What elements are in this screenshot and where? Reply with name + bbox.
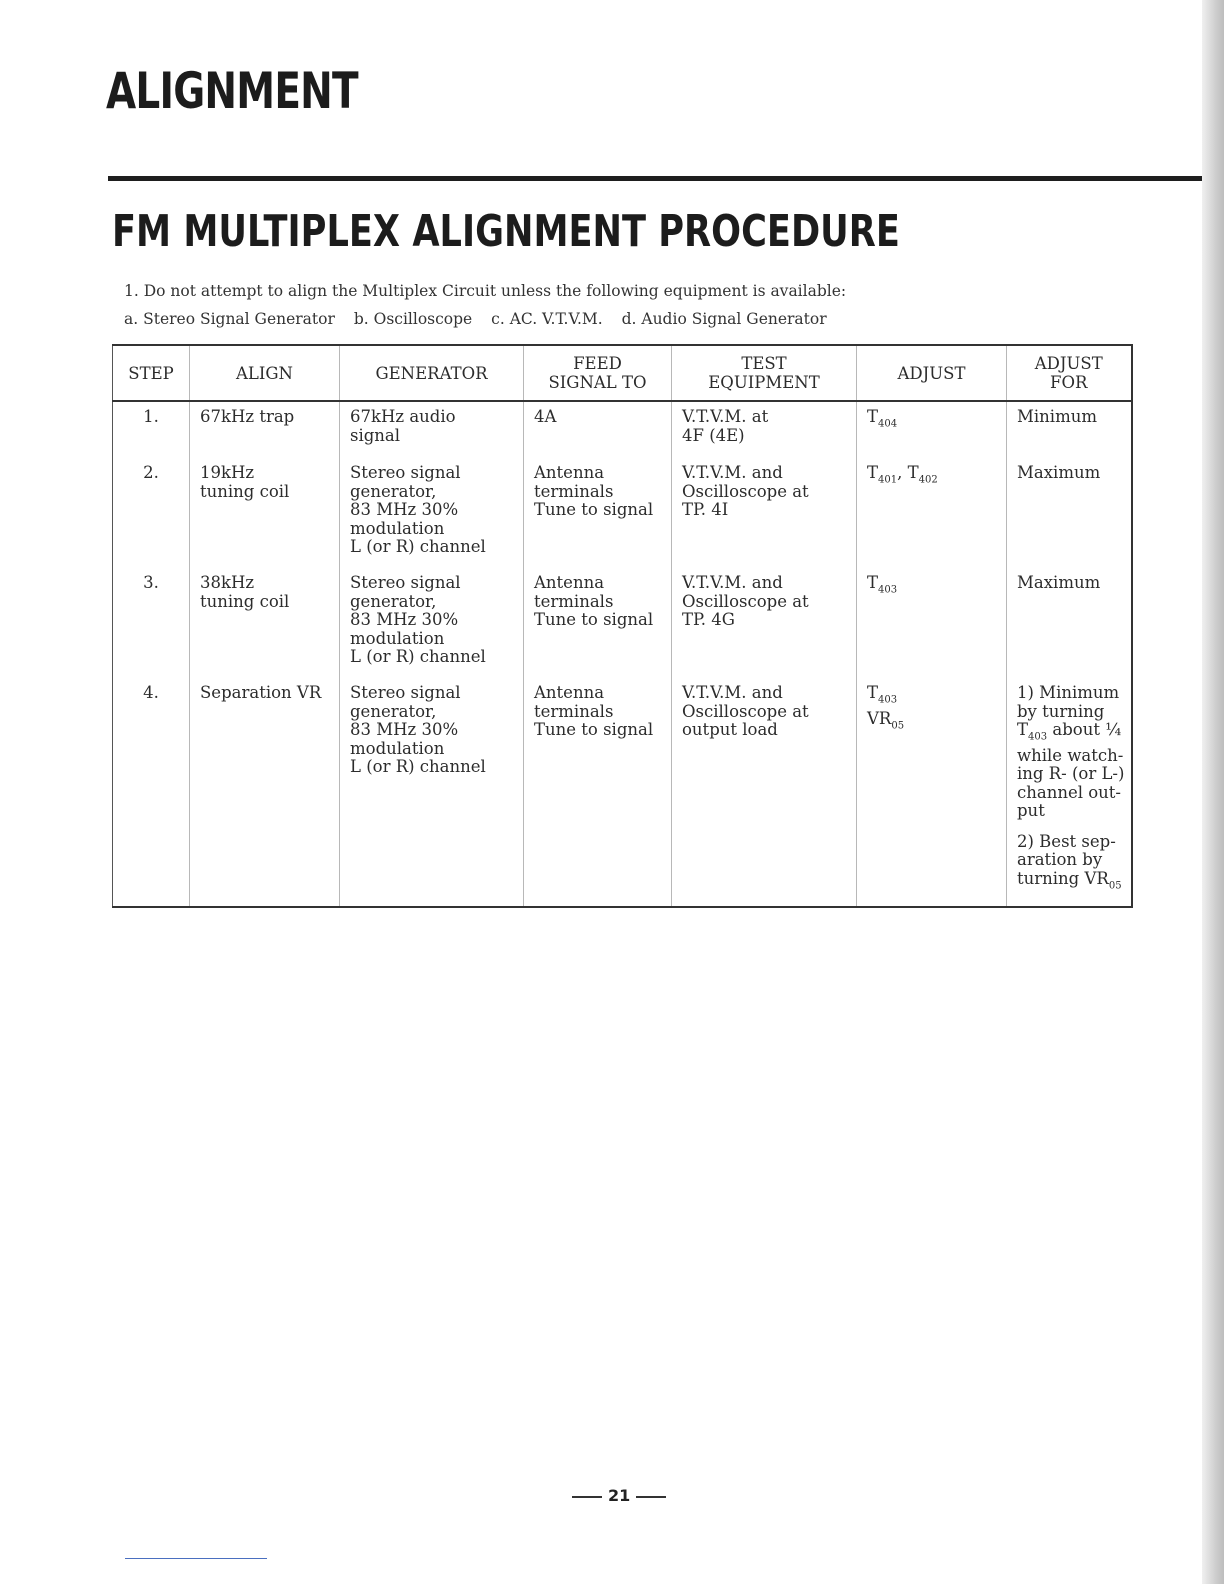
header-adjust: ADJUST [857, 345, 1007, 401]
generator-cell: 67kHz audio signal [340, 401, 524, 458]
generator-cell: Stereo signal generator, 83 MHz 30% modulation L (or R) channel [340, 678, 524, 907]
adjust-cell: $T_{404}$ [857, 401, 1007, 458]
adjust-cell: $T_{401}$, $T_{402}$ [857, 458, 1007, 568]
procedure-title: FM MULTIPLEX ALIGNMENT PROCEDURE [112, 206, 900, 257]
section-title: ALIGNMENT [106, 62, 358, 120]
align-cell: 38kHz tuning coil [190, 568, 340, 678]
test-equipment-cell: V.T.V.M. at 4F (4E) [672, 401, 857, 458]
equipment-note: 1. Do not attempt to align the Multiplex Circuit unless the following equipment is available: [124, 282, 847, 300]
section-rule [108, 176, 1202, 181]
adjust-for-cell: 1) Minimum by turning $T_{403}$ about ¼ while watch- ing R- (or L-) channel out- put 2) Best sep- aration by turning $VR_{05}$ [1007, 678, 1132, 907]
test-equipment-cell: V.T.V.M. and Oscilloscope at output load [672, 678, 857, 907]
equipment-item: d. Audio Signal Generator [621, 310, 827, 328]
table-row [113, 678, 1132, 907]
adjust-cell: $T_{403}$ $VR_{05}$ [857, 678, 1007, 907]
header-test-equipment: TEST EQUIPMENT [672, 345, 857, 401]
equipment-list [124, 310, 841, 328]
adjust-for-cell: Minimum [1007, 401, 1132, 458]
adjust-cell: $T_{403}$ [857, 568, 1007, 678]
adjust-for-cell: Maximum [1007, 458, 1132, 568]
header-adjust-for: ADJUST FOR [1007, 345, 1132, 401]
table-row [113, 458, 1132, 568]
table-row [113, 568, 1132, 678]
test-equipment-cell: V.T.V.M. and Oscilloscope at TP. 4I [672, 458, 857, 568]
generator-cell: Stereo signal generator, 83 MHz 30% modulation L (or R) channel [340, 458, 524, 568]
adjust-for-cell: Maximum [1007, 568, 1132, 678]
step-cell: 3. [143, 573, 159, 592]
footer-rule [125, 1558, 267, 1559]
step-cell: 2. [143, 463, 159, 482]
align-cell: Separation VR [190, 678, 340, 907]
test-equipment-cell: V.T.V.M. and Oscilloscope at TP. 4G [672, 568, 857, 678]
page-edge-shadow [1202, 0, 1224, 1584]
step-cell: 1. [143, 407, 159, 426]
feed-cell: Antenna terminals Tune to signal [524, 568, 672, 678]
align-cell: 67kHz trap [190, 401, 340, 458]
alignment-table [112, 344, 1133, 908]
equipment-item: a. Stereo Signal Generator [124, 310, 335, 328]
header-align: ALIGN [190, 345, 340, 401]
header-generator: GENERATOR [340, 345, 524, 401]
table-row [113, 401, 1132, 458]
align-cell: 19kHz tuning coil [190, 458, 340, 568]
page-number: 21 [566, 1486, 672, 1505]
table-header-row [113, 345, 1132, 401]
step-cell: 4. [143, 683, 159, 702]
header-feed-signal-to: FEED SIGNAL TO [524, 345, 672, 401]
feed-cell: Antenna terminals Tune to signal [524, 458, 672, 568]
equipment-item: c. AC. V.T.V.M. [491, 310, 603, 328]
feed-cell: 4A [524, 401, 672, 458]
equipment-item: b. Oscilloscope [353, 310, 473, 328]
generator-cell: Stereo signal generator, 83 MHz 30% modulation L (or R) channel [340, 568, 524, 678]
feed-cell: Antenna terminals Tune to signal [524, 678, 672, 907]
header-step: STEP [113, 345, 190, 401]
